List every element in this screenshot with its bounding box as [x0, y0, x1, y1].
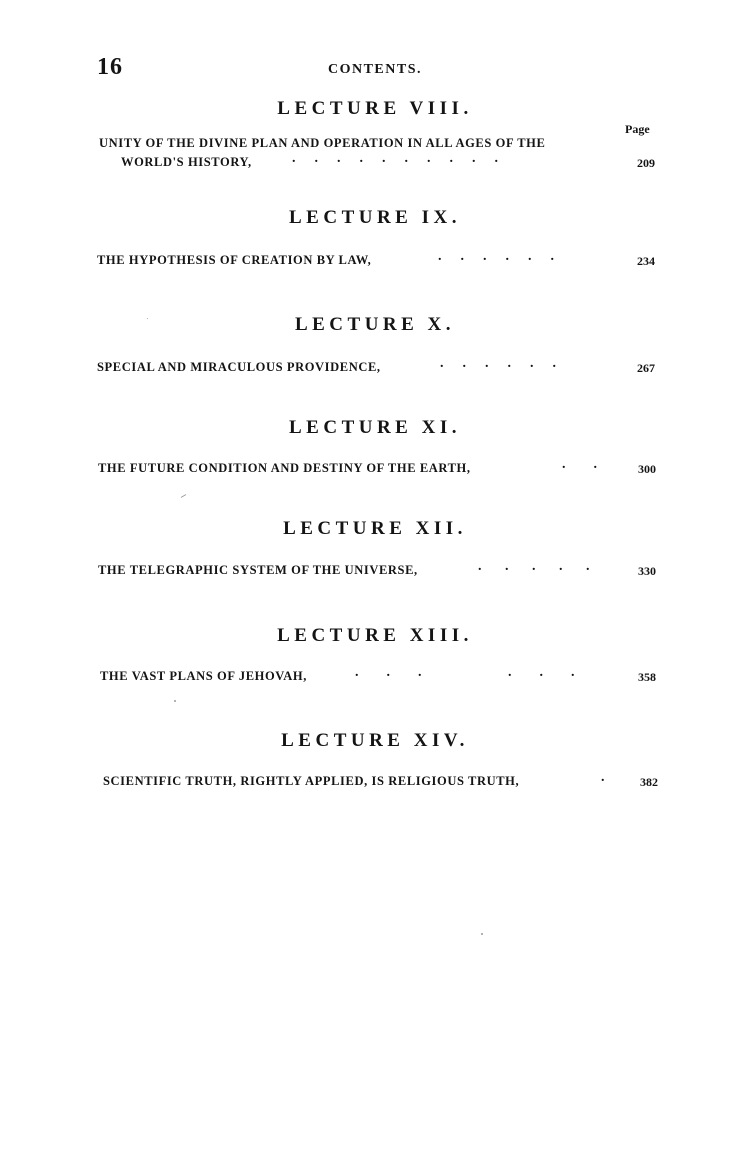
dot-leader: . . . . . . [355, 665, 576, 680]
dot-leader: . . . . . . [438, 249, 555, 264]
lecture-title: THE HYPOTHESIS OF CREATION BY LAW, [97, 253, 372, 267]
lecture-heading: LECTURE XIII. [277, 625, 473, 646]
page-column-label: Page [625, 122, 650, 136]
page-reference: 382 [640, 775, 658, 789]
dot-leader: . . . . . . . . . . [292, 151, 499, 166]
dot-leader: . . [562, 457, 598, 472]
print-speck [147, 318, 148, 319]
lecture-title: SPECIAL AND MIRACULOUS PROVIDENCE, [97, 360, 381, 374]
print-speck [481, 933, 483, 935]
lecture-title: THE TELEGRAPHIC SYSTEM OF THE UNIVERSE, [98, 563, 418, 577]
page-reference: 234 [637, 254, 655, 268]
dot-leader: . . . . . . [440, 356, 557, 371]
print-speck [181, 494, 187, 498]
lecture-heading: LECTURE X. [294, 314, 456, 335]
lecture-heading: LECTURE XIV. [281, 730, 469, 751]
lecture-heading: LECTURE IX. [289, 207, 461, 228]
running-title: CONTENTS. [327, 62, 423, 77]
page-reference: 209 [637, 156, 655, 170]
page-reference: 358 [638, 670, 656, 684]
lecture-title: UNITY OF THE DIVINE PLAN AND OPERATION IN ALL AGES OF THE [99, 136, 546, 150]
page-number: 16 [97, 54, 123, 80]
lecture-heading: LECTURE XI. [289, 417, 461, 438]
lecture-title: THE VAST PLANS OF JEHOVAH, [100, 669, 307, 683]
dot-leader: . . . . . [478, 559, 591, 574]
page-reference: 330 [638, 564, 656, 578]
page-reference: 300 [638, 462, 656, 476]
lecture-heading: LECTURE VIII. [277, 98, 473, 119]
page-reference: 267 [637, 361, 655, 375]
lecture-heading: LECTURE XII. [283, 518, 467, 539]
dot-leader: . [601, 770, 606, 785]
lecture-title: THE FUTURE CONDITION AND DESTINY OF THE EARTH, [98, 461, 471, 475]
print-speck [174, 700, 176, 702]
lecture-title-continued: WORLD'S HISTORY, [121, 155, 252, 169]
lecture-title: SCIENTIFIC TRUTH, RIGHTLY APPLIED, IS RELIGIOUS TRUTH, [103, 774, 520, 788]
